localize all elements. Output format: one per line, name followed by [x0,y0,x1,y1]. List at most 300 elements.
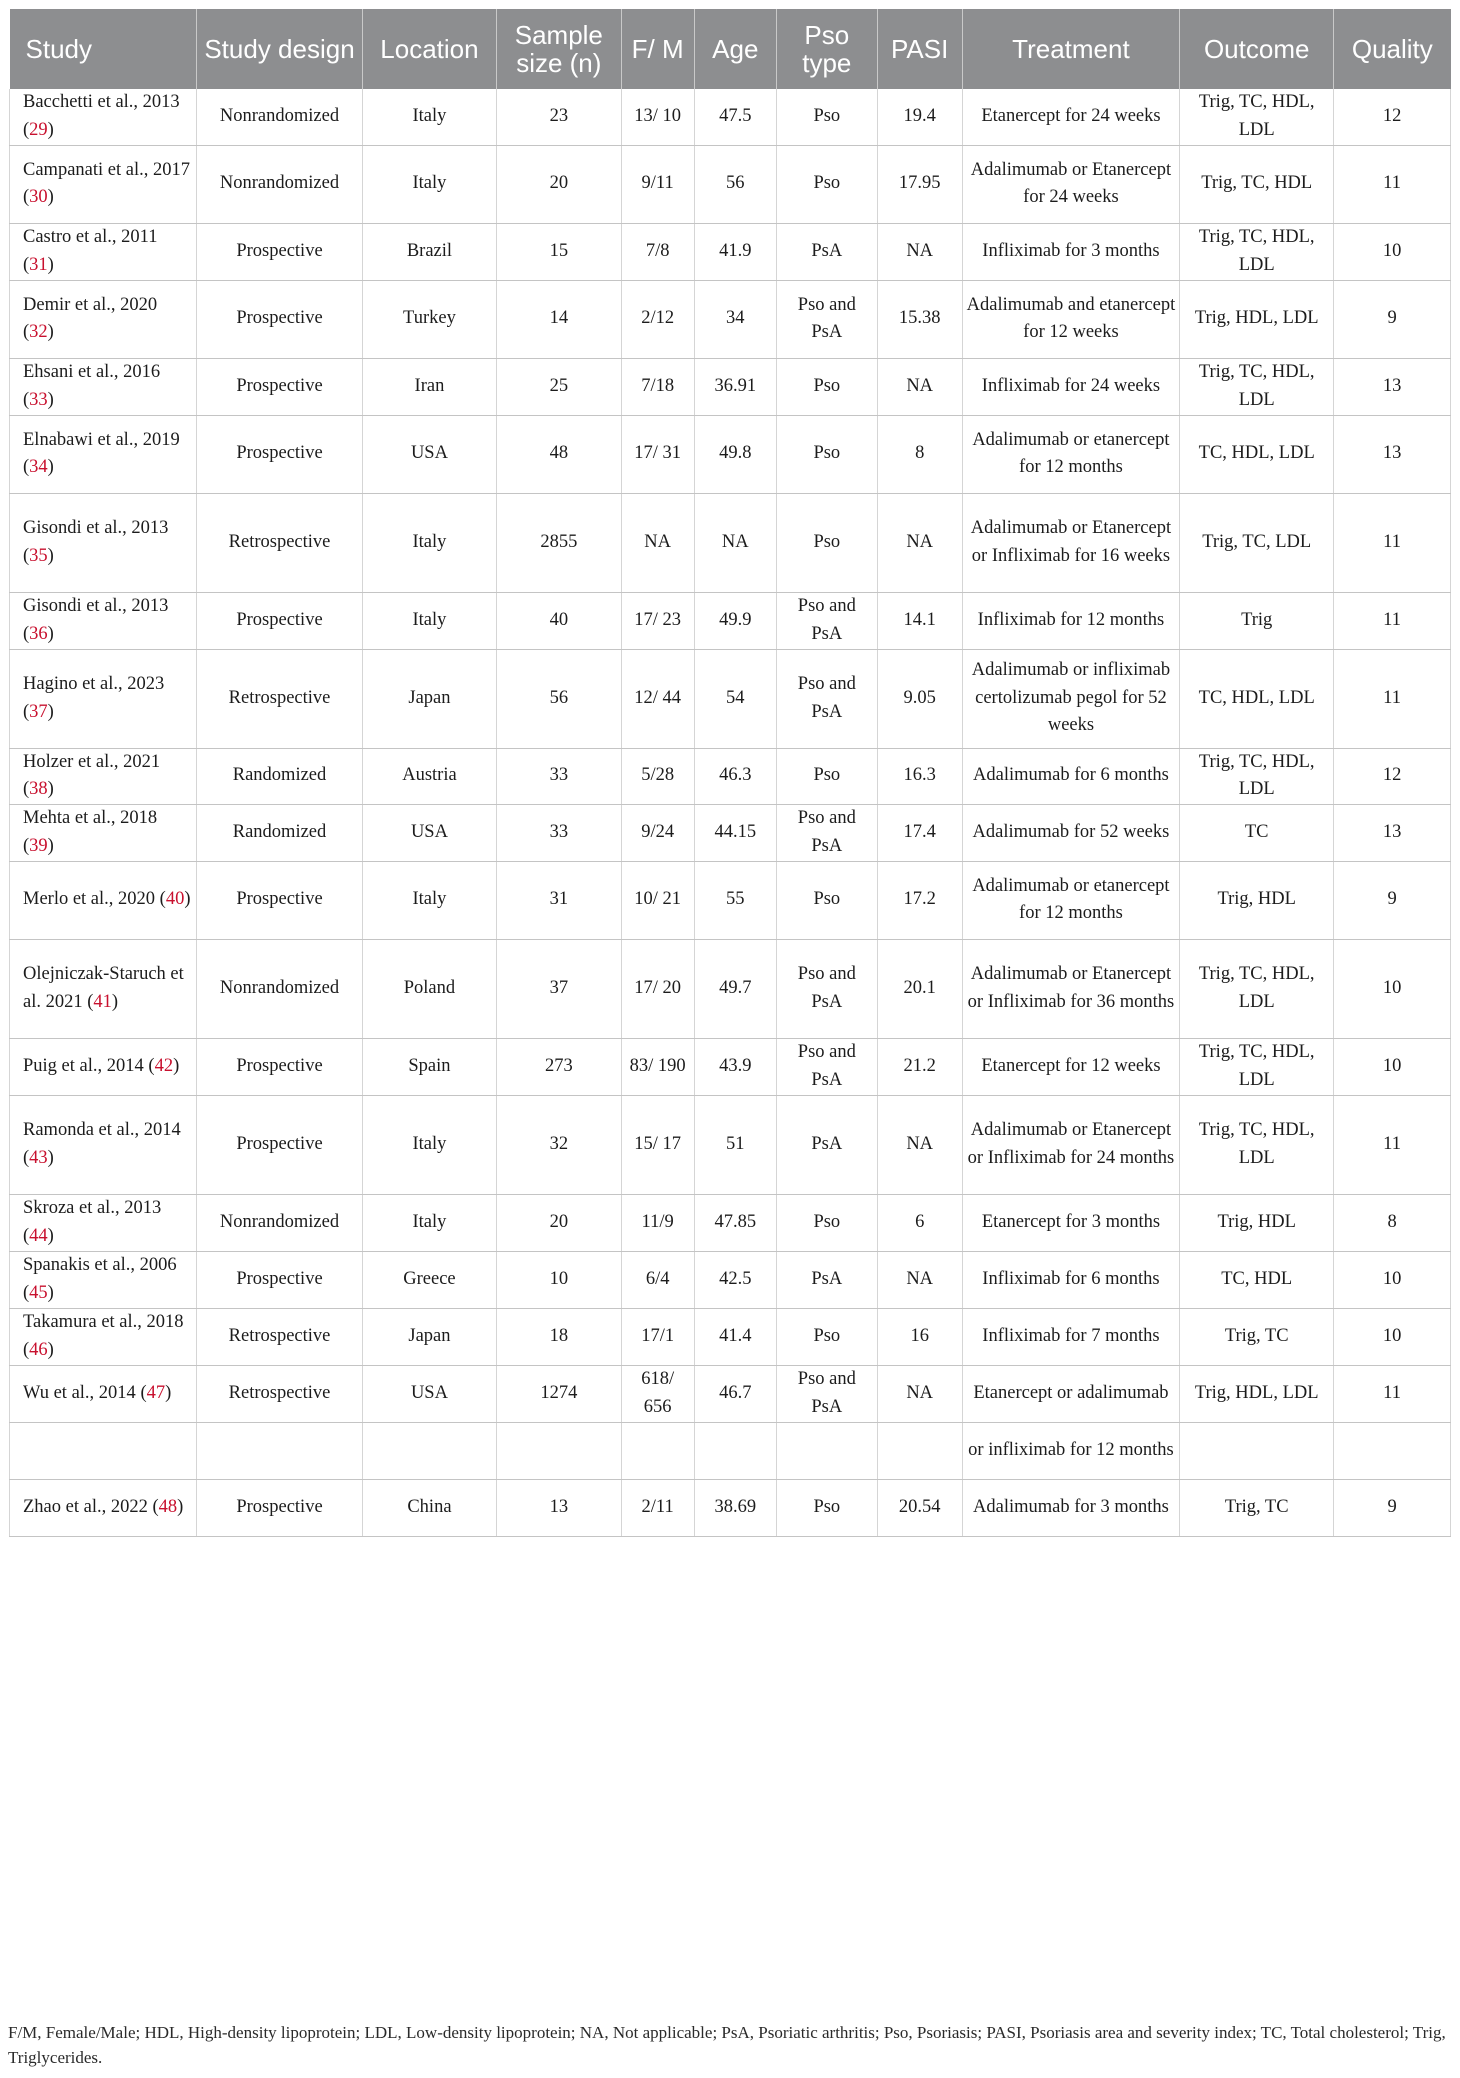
location-cell: Iran [362,358,496,415]
female-male-cell: 10/ 21 [621,861,694,939]
study-cell: Hagino et al., 2023 (37) [10,649,197,748]
quality-cell: 11 [1334,493,1451,592]
sample-size-cell: 32 [496,1095,621,1194]
study-cell: Bacchetti et al., 2013 (29) [10,89,197,145]
treatment-cell: Etanercept for 24 weeks [962,89,1180,145]
pso-type-cell: Pso and PsA [776,649,877,748]
pso-type-cell: Pso and PsA [776,804,877,861]
study-design-cell: Retrospective [197,1308,363,1365]
column-header: Quality [1334,9,1451,89]
reference-link[interactable]: 43 [29,1147,48,1168]
column-header: F/ M [621,9,694,89]
study-name: Puig et al., 2014 [23,1055,144,1076]
pso-type-cell: Pso [776,89,877,145]
column-header: Study design [197,9,363,89]
outcome-cell: Trig, HDL [1180,1194,1334,1251]
pso-type-cell: PsA [776,223,877,280]
pso-type-cell: Pso and PsA [776,1038,877,1095]
reference-link[interactable]: 44 [29,1225,48,1246]
outcome-cell: Trig, HDL, LDL [1180,1365,1334,1422]
sample-size-cell: 15 [496,223,621,280]
reference-link[interactable]: 33 [29,389,48,410]
study-design-cell: Prospective [197,1095,363,1194]
study-cell: Merlo et al., 2020 (40) [10,861,197,939]
female-male-cell: 83/ 190 [621,1038,694,1095]
treatment-cell: Infliximab for 12 months [962,592,1180,649]
study-name: Skroza et al., 2013 [23,1198,162,1218]
outcome-cell: Trig, TC, HDL, LDL [1180,89,1334,145]
column-header: Study [10,9,197,89]
study-design-cell: Retrospective [197,649,363,748]
study-cell: Gisondi et al., 2013 (35) [10,493,197,592]
pasi-cell: NA [877,358,962,415]
location-cell: Greece [362,1251,496,1308]
location-cell: Japan [362,1308,496,1365]
treatment-cell: Adalimumab and etanercept for 12 weeks [962,280,1180,358]
pso-type-cell: PsA [776,1251,877,1308]
pso-type-cell [776,1422,877,1479]
study-name: Takamura et al., 2018 [23,1312,184,1332]
table-row [10,1194,1451,1251]
age-cell: 34 [694,280,776,358]
quality-cell: 11 [1334,145,1451,223]
pasi-cell: NA [877,493,962,592]
outcome-cell: TC, HDL, LDL [1180,649,1334,748]
pasi-cell: 9.05 [877,649,962,748]
table-row [10,861,1451,939]
treatment-cell: or infliximab for 12 months [962,1422,1180,1479]
study-name: Ramonda et al., 2014 [23,1120,181,1140]
outcome-cell: Trig, TC, HDL, LDL [1180,358,1334,415]
sample-size-cell: 273 [496,1038,621,1095]
female-male-cell: 17/1 [621,1308,694,1365]
quality-cell: 9 [1334,861,1451,939]
study-cell: Wu et al., 2014 (47) [10,1365,197,1422]
sample-size-cell: 20 [496,145,621,223]
treatment-cell: Etanercept for 3 months [962,1194,1180,1251]
study-characteristics-table [9,9,1451,1537]
female-male-cell: 7/8 [621,223,694,280]
study-name: Spanakis et al., 2006 [23,1255,177,1275]
treatment-cell: Etanercept for 12 weeks [962,1038,1180,1095]
column-header: Pso type [776,9,877,89]
table-row [10,1095,1451,1194]
location-cell: Italy [362,89,496,145]
column-header: Treatment [962,9,1180,89]
reference-link[interactable]: 36 [29,623,48,644]
treatment-cell: Infliximab for 3 months [962,223,1180,280]
study-cell: Ramonda et al., 2014 (43) [10,1095,197,1194]
age-cell: 54 [694,649,776,748]
study-cell: Holzer et al., 2021 (38) [10,748,197,804]
sample-size-cell: 1274 [496,1365,621,1422]
female-male-cell: 15/ 17 [621,1095,694,1194]
study-design-cell: Retrospective [197,493,363,592]
location-cell: Italy [362,145,496,223]
female-male-cell: 17/ 23 [621,592,694,649]
study-cell: Takamura et al., 2018 (46) [10,1308,197,1365]
table-row [10,89,1451,145]
study-design-cell: Prospective [197,1251,363,1308]
study-design-cell: Randomized [197,748,363,804]
reference-link[interactable]: 47 [146,1382,166,1403]
study-cell: Puig et al., 2014 (42) [10,1038,197,1095]
outcome-cell: TC, HDL [1180,1251,1334,1308]
study-name: Olejniczak-Staruch et al. 2021 [23,964,184,1012]
study-cell: Zhao et al., 2022 (48) [10,1479,197,1536]
outcome-cell: Trig, TC, HDL, LDL [1180,1038,1334,1095]
pasi-cell: 15.38 [877,280,962,358]
reference-link[interactable]: 35 [29,545,48,566]
treatment-cell: Etanercept or adalimumab [962,1365,1180,1422]
study-name: Castro et al., 2011 [23,227,158,247]
pso-type-cell: Pso and PsA [776,280,877,358]
table-row [10,358,1451,415]
pso-type-cell: Pso [776,748,877,804]
age-cell: 49.8 [694,415,776,493]
female-male-cell [621,1422,694,1479]
age-cell: 41.9 [694,223,776,280]
pso-type-cell: Pso and PsA [776,939,877,1038]
study-name: Mehta et al., 2018 [23,808,158,828]
sample-size-cell: 33 [496,748,621,804]
quality-cell: 8 [1334,1194,1451,1251]
age-cell: 44.15 [694,804,776,861]
outcome-cell: Trig [1180,592,1334,649]
pasi-cell: 6 [877,1194,962,1251]
column-header: Sample size (n) [496,9,621,89]
table-row [10,748,1451,804]
table-row [10,804,1451,861]
age-cell: 42.5 [694,1251,776,1308]
reference-link[interactable]: 34 [29,457,48,477]
quality-cell: 13 [1334,358,1451,415]
table-row [10,1479,1451,1536]
treatment-cell: Adalimumab or Etanercept or Infliximab for 24 months [962,1095,1180,1194]
location-cell: Austria [362,748,496,804]
sample-size-cell: 37 [496,939,621,1038]
location-cell: USA [362,415,496,493]
study-name: Elnabawi et al., 2019 [23,429,180,450]
age-cell: 49.7 [694,939,776,1038]
study-cell: Skroza et al., 2013 (44) [10,1194,197,1251]
pasi-cell: 19.4 [877,89,962,145]
study-design-cell: Prospective [197,592,363,649]
pasi-cell: 17.95 [877,145,962,223]
study-design-cell: Nonrandomized [197,145,363,223]
reference-link[interactable]: 29 [29,119,48,140]
sample-size-cell: 18 [496,1308,621,1365]
age-cell: 56 [694,145,776,223]
quality-cell [1334,1422,1451,1479]
age-cell: NA [694,493,776,592]
quality-cell: 10 [1334,1038,1451,1095]
reference-link[interactable]: 41 [93,991,112,1012]
quality-cell: 10 [1334,939,1451,1038]
treatment-cell: Adalimumab for 52 weeks [962,804,1180,861]
sample-size-cell: 23 [496,89,621,145]
column-header: PASI [877,9,962,89]
study-cell: Elnabawi et al., 2019 (34) [10,415,197,493]
quality-cell: 9 [1334,1479,1451,1536]
pasi-cell: 17.4 [877,804,962,861]
age-cell: 46.7 [694,1365,776,1422]
location-cell: Italy [362,493,496,592]
sample-size-cell: 33 [496,804,621,861]
table-row [10,1308,1451,1365]
outcome-cell: Trig, HDL, LDL [1180,280,1334,358]
column-header: Outcome [1180,9,1334,89]
table-footnote: F/M, Female/Male; HDL, High-density lipoprotein; LDL, Low-density lipoprotein; NA, Not applicable; PsA, Psoriatic arthritis; Pso, Psoriasis; PASI, Psoriasis area and severity index; TC, Total cholesterol; Trig, Triglycerides. [8,2023,1446,2067]
location-cell: Brazil [362,223,496,280]
age-cell: 43.9 [694,1038,776,1095]
quality-cell: 12 [1334,89,1451,145]
pso-type-cell: Pso [776,415,877,493]
study-design-cell: Nonrandomized [197,939,363,1038]
outcome-cell: Trig, TC, LDL [1180,493,1334,592]
age-cell: 55 [694,861,776,939]
location-cell: Spain [362,1038,496,1095]
study-cell: Castro et al., 2011 (31) [10,223,197,280]
treatment-cell: Adalimumab or infliximab certolizumab pegol for 52 weeks [962,649,1180,748]
pso-type-cell: Pso and PsA [776,1365,877,1422]
study-name: Holzer et al., 2021 [23,751,161,772]
table-row [10,280,1451,358]
study-characteristics-table-container [9,9,1451,1537]
outcome-cell: Trig, TC, HDL, LDL [1180,223,1334,280]
female-male-cell: 2/12 [621,280,694,358]
study-design-cell: Nonrandomized [197,1194,363,1251]
reference-link[interactable]: 30 [29,187,48,207]
age-cell: 49.9 [694,592,776,649]
reference-link[interactable]: 39 [29,835,48,856]
study-design-cell: Randomized [197,804,363,861]
female-male-cell: 7/18 [621,358,694,415]
location-cell: Japan [362,649,496,748]
quality-cell: 11 [1334,649,1451,748]
sample-size-cell: 48 [496,415,621,493]
study-name: Campanati et al., 2017 [23,159,190,180]
study-design-cell [197,1422,363,1479]
quality-cell: 10 [1334,1251,1451,1308]
table-row [10,223,1451,280]
sample-size-cell: 31 [496,861,621,939]
sample-size-cell: 40 [496,592,621,649]
quality-cell: 13 [1334,415,1451,493]
outcome-cell: Trig, TC [1180,1479,1334,1536]
study-cell: Mehta et al., 2018 (39) [10,804,197,861]
treatment-cell: Adalimumab for 6 months [962,748,1180,804]
female-male-cell: 12/ 44 [621,649,694,748]
pso-type-cell: Pso and PsA [776,592,877,649]
pasi-cell: NA [877,1251,962,1308]
pasi-cell: 14.1 [877,592,962,649]
treatment-cell: Adalimumab or etanercept for 12 months [962,415,1180,493]
pasi-cell: 17.2 [877,861,962,939]
study-design-cell: Prospective [197,280,363,358]
reference-link[interactable]: 32 [29,322,48,342]
outcome-cell: Trig, TC, HDL [1180,145,1334,223]
location-cell: USA [362,804,496,861]
sample-size-cell: 14 [496,280,621,358]
study-name: Hagino et al., 2023 [23,674,165,694]
age-cell: 51 [694,1095,776,1194]
treatment-cell: Adalimumab or Etanercept or Infliximab for 36 months [962,939,1180,1038]
pso-type-cell: Pso [776,493,877,592]
pso-type-cell: PsA [776,1095,877,1194]
reference-link[interactable]: 38 [29,779,48,799]
outcome-cell [1180,1422,1334,1479]
female-male-cell: 17/ 20 [621,939,694,1038]
reference-link[interactable]: 46 [29,1339,48,1360]
sample-size-cell: 25 [496,358,621,415]
study-cell: Spanakis et al., 2006 (45) [10,1251,197,1308]
reference-link[interactable]: 48 [158,1496,178,1517]
pso-type-cell: Pso [776,145,877,223]
female-male-cell: 9/24 [621,804,694,861]
study-name: Wu et al., 2014 [23,1382,136,1403]
outcome-cell: TC, HDL, LDL [1180,415,1334,493]
quality-cell: 13 [1334,804,1451,861]
female-male-cell: NA [621,493,694,592]
study-cell [10,1422,197,1479]
study-design-cell: Prospective [197,223,363,280]
location-cell: China [362,1479,496,1536]
pso-type-cell: Pso [776,861,877,939]
study-cell: Demir et al., 2020 (32) [10,280,197,358]
sample-size-cell: 56 [496,649,621,748]
sample-size-cell: 20 [496,1194,621,1251]
female-male-cell: 17/ 31 [621,415,694,493]
female-male-cell: 618/ 656 [621,1365,694,1422]
pso-type-cell: Pso [776,1194,877,1251]
pasi-cell: 16 [877,1308,962,1365]
table-row [10,415,1451,493]
female-male-cell: 2/11 [621,1479,694,1536]
reference-link[interactable]: 37 [29,701,48,722]
outcome-cell: TC [1180,804,1334,861]
table-row [10,939,1451,1038]
quality-cell: 11 [1334,592,1451,649]
study-design-cell: Prospective [197,358,363,415]
study-cell: Gisondi et al., 2013 (36) [10,592,197,649]
female-male-cell: 6/4 [621,1251,694,1308]
reference-link[interactable]: 40 [165,889,185,910]
study-name: Ehsani et al., 2016 [23,362,161,382]
reference-link[interactable]: 31 [29,254,48,275]
study-design-cell: Retrospective [197,1365,363,1422]
study-name: Bacchetti et al., 2013 [23,92,180,113]
sample-size-cell: 2855 [496,493,621,592]
pasi-cell: NA [877,1095,962,1194]
location-cell [362,1422,496,1479]
pso-type-cell: Pso [776,358,877,415]
treatment-cell: Infliximab for 7 months [962,1308,1180,1365]
column-header: Location [362,9,496,89]
female-male-cell: 9/11 [621,145,694,223]
study-cell: Campanati et al., 2017 (30) [10,145,197,223]
table-body [10,89,1451,1536]
pasi-cell: 21.2 [877,1038,962,1095]
pasi-cell: 20.54 [877,1479,962,1536]
location-cell: Poland [362,939,496,1038]
location-cell: Italy [362,1194,496,1251]
female-male-cell: 11/9 [621,1194,694,1251]
quality-cell: 11 [1334,1365,1451,1422]
treatment-cell: Adalimumab for 3 months [962,1479,1180,1536]
quality-cell: 9 [1334,280,1451,358]
age-cell: 41.4 [694,1308,776,1365]
female-male-cell: 5/28 [621,748,694,804]
outcome-cell: Trig, TC [1180,1308,1334,1365]
pso-type-cell: Pso [776,1479,877,1536]
table-row [10,649,1451,748]
table-row [10,1251,1451,1308]
study-name: Demir et al., 2020 [23,294,158,315]
treatment-cell: Infliximab for 6 months [962,1251,1180,1308]
location-cell: USA [362,1365,496,1422]
study-cell: Olejniczak-Staruch et al. 2021 (41) [10,939,197,1038]
quality-cell: 11 [1334,1095,1451,1194]
study-cell: Ehsani et al., 2016 (33) [10,358,197,415]
study-design-cell: Prospective [197,1479,363,1536]
study-name: Zhao et al., 2022 [23,1496,148,1517]
study-name: Gisondi et al., 2013 [23,596,169,616]
pasi-cell: NA [877,223,962,280]
treatment-cell: Adalimumab or etanercept for 12 months [962,861,1180,939]
table-row [10,592,1451,649]
age-cell: 36.91 [694,358,776,415]
sample-size-cell: 10 [496,1251,621,1308]
table-row [10,1422,1451,1479]
age-cell: 46.3 [694,748,776,804]
age-cell: 47.85 [694,1194,776,1251]
outcome-cell: Trig, TC, HDL, LDL [1180,939,1334,1038]
pasi-cell: 20.1 [877,939,962,1038]
study-name: Merlo et al., 2020 [23,889,156,910]
pasi-cell [877,1422,962,1479]
reference-link[interactable]: 42 [154,1055,174,1076]
study-name: Gisondi et al., 2013 [23,518,169,538]
sample-size-cell: 13 [496,1479,621,1536]
treatment-cell: Adalimumab or Etanercept for 24 weeks [962,145,1180,223]
study-design-cell: Prospective [197,1038,363,1095]
pasi-cell: 8 [877,415,962,493]
reference-link[interactable]: 45 [29,1282,48,1303]
pso-type-cell: Pso [776,1308,877,1365]
female-male-cell: 13/ 10 [621,89,694,145]
table-row [10,145,1451,223]
treatment-cell: Infliximab for 24 weeks [962,358,1180,415]
age-cell: 38.69 [694,1479,776,1536]
study-design-cell: Nonrandomized [197,89,363,145]
age-cell: 47.5 [694,89,776,145]
study-design-cell: Prospective [197,415,363,493]
quality-cell: 10 [1334,1308,1451,1365]
table-row [10,1038,1451,1095]
column-header: Age [694,9,776,89]
pasi-cell: NA [877,1365,962,1422]
outcome-cell: Trig, TC, HDL, LDL [1180,748,1334,804]
location-cell: Italy [362,1095,496,1194]
outcome-cell: Trig, HDL [1180,861,1334,939]
age-cell [694,1422,776,1479]
table-header-row [10,9,1451,89]
table-row [10,493,1451,592]
pasi-cell: 16.3 [877,748,962,804]
sample-size-cell [496,1422,621,1479]
quality-cell: 10 [1334,223,1451,280]
